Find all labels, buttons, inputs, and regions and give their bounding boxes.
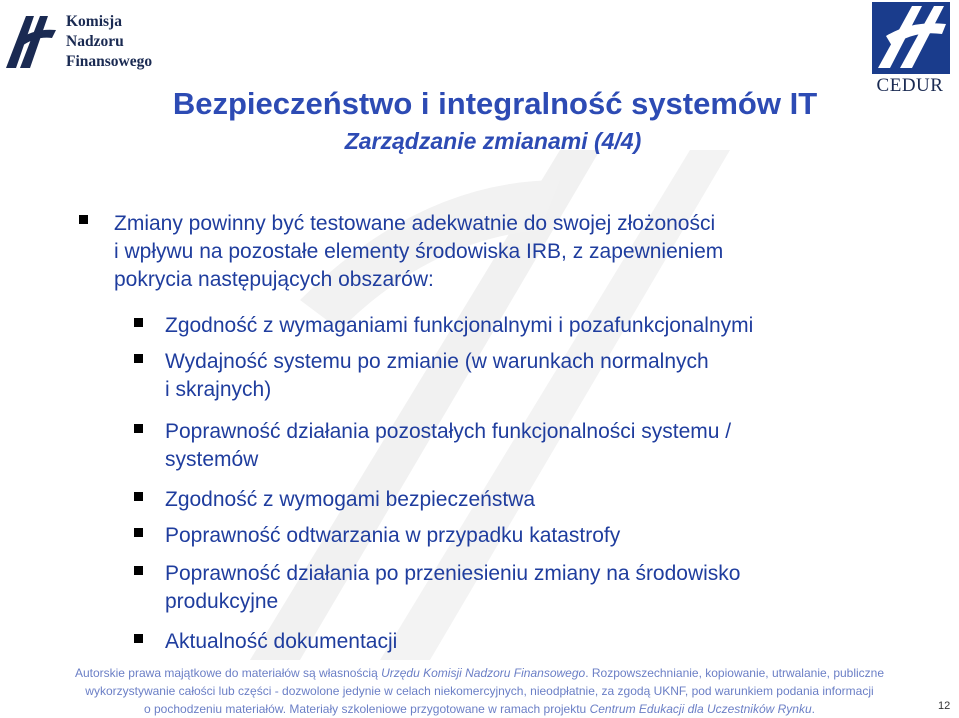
slide-subtitle: Zarządzanie zmianami (4/4) bbox=[344, 128, 642, 154]
cedur-emblem-icon bbox=[872, 2, 950, 74]
footer-line-1 bbox=[0, 664, 959, 682]
bullet-icon bbox=[134, 424, 143, 433]
footer-line-2: wykorzystywanie całości lub części - dozwolone jedynie w celach niekomercyjnych, nieodpłatnie, za zgodą UKNF, pod warunkiem podania informacji bbox=[85, 684, 874, 698]
footer-text-italic: Centrum Edukacji dla Uczestników Rynku bbox=[589, 702, 812, 716]
footer-text: . Rozpowszechnianie, kopiowanie, utrwalanie, publiczne bbox=[585, 666, 885, 680]
copyright-footer bbox=[0, 664, 959, 718]
bullet-icon bbox=[134, 528, 143, 537]
bullet-icon bbox=[134, 318, 143, 327]
list-item-line: i skrajnych) bbox=[165, 378, 272, 401]
cedur-label: CEDUR bbox=[876, 75, 944, 96]
list-item-line: Wydajność systemu po zmianie (w warunkach normalnych bbox=[165, 350, 709, 373]
list-item-line: systemów bbox=[165, 448, 259, 471]
slide-title: Bezpieczeństwo i integralność systemów IT bbox=[172, 86, 818, 121]
page-number: 12 bbox=[938, 700, 951, 712]
intro-line: pokrycia następujących obszarów: bbox=[114, 268, 434, 291]
bullet-icon bbox=[134, 354, 143, 363]
knf-line: Nadzoru bbox=[66, 33, 124, 50]
list-item-line: Poprawność działania pozostałych funkcjonalności systemu / bbox=[165, 420, 732, 443]
footer-text-italic: Urzędu Komisji Nadzoru Finansowego bbox=[381, 666, 586, 680]
list-item-line: Poprawność działania po przeniesieniu zmiany na środowisko bbox=[165, 562, 741, 585]
list-item-line: Zgodność z wymaganiami funkcjonalnymi i pozafunkcjonalnymi bbox=[165, 314, 754, 337]
intro-line: i wpływu na pozostałe elementy środowiska IRB, z zapewnieniem bbox=[114, 240, 724, 263]
list-item-line: Aktualność dokumentacji bbox=[165, 630, 398, 653]
bullet-icon bbox=[79, 215, 88, 224]
bullet-icon bbox=[134, 566, 143, 575]
list-item-line: produkcyjne bbox=[165, 590, 279, 613]
footer-text: . bbox=[811, 702, 815, 716]
list-item-line: Poprawność odtwarzania w przypadku katastrofy bbox=[165, 524, 621, 547]
footer-line-3 bbox=[0, 700, 959, 718]
footer-text: o pochodzeniu materiałów. Materiały szkoleniowe przygotowane w ramach projektu bbox=[144, 702, 590, 716]
knf-emblem-icon bbox=[4, 10, 62, 74]
knf-line: Komisja bbox=[66, 13, 122, 30]
knf-line: Finansowego bbox=[66, 53, 153, 70]
knf-logo bbox=[4, 6, 164, 78]
knf-name bbox=[66, 12, 152, 72]
bullet-icon bbox=[134, 634, 143, 643]
intro-line: Zmiany powinny być testowane adekwatnie do swojej złożoności bbox=[114, 212, 716, 235]
bullet-icon bbox=[134, 492, 143, 501]
footer-text: Autorskie prawa majątkowe do materiałów są własnością bbox=[74, 666, 382, 680]
list-item-line: Zgodność z wymogami bezpieczeństwa bbox=[165, 488, 536, 511]
